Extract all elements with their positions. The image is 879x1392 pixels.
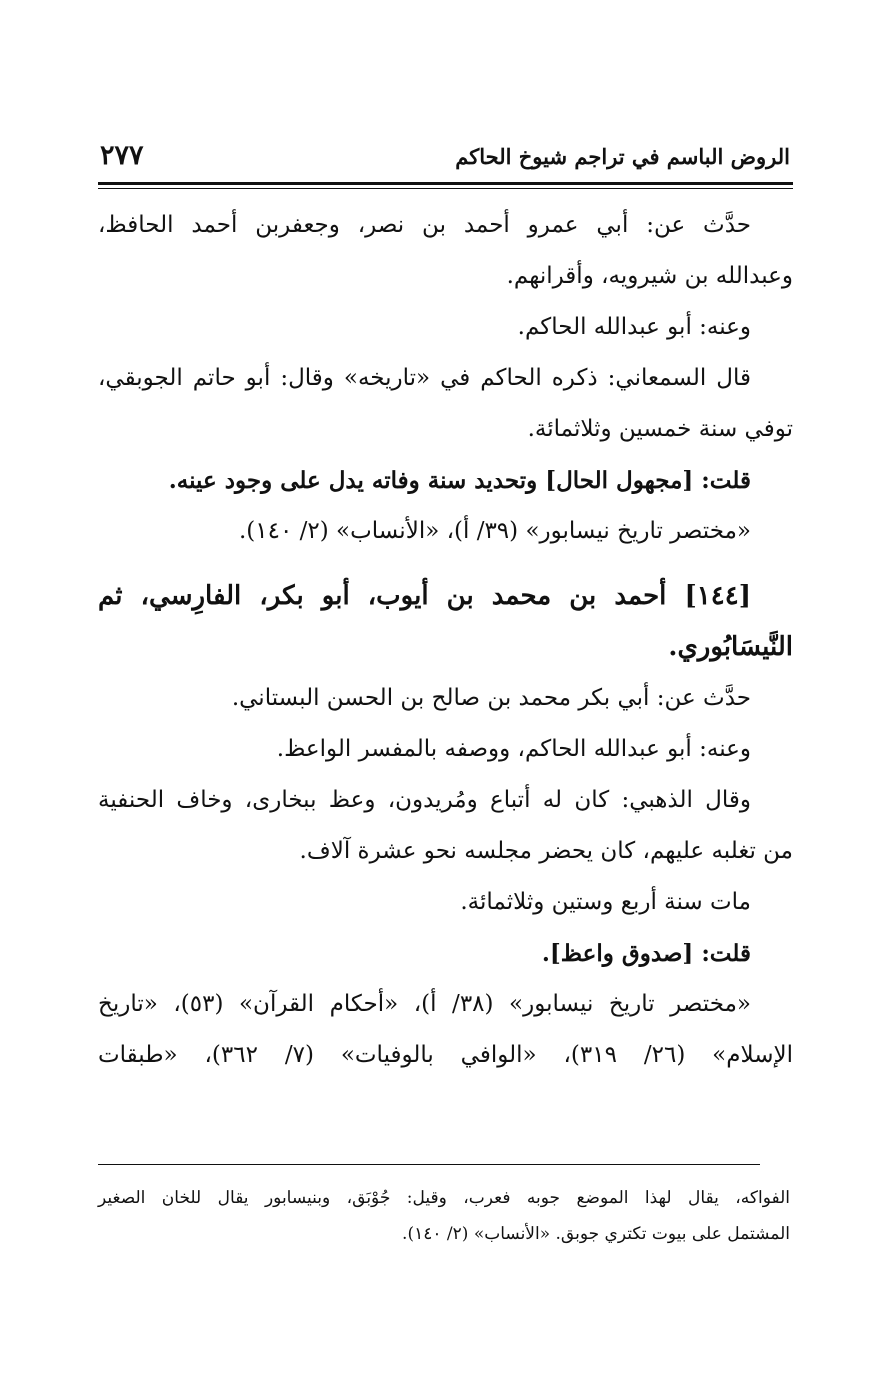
text-line: قلت: [صدوق واعظ].: [541, 940, 751, 967]
text-line: وقال الذهبي: كان له أتباع ومُريدون، وعظ ببخارى، وخاف الحنفية: [98, 787, 751, 813]
text-line: توفي سنة خمسين وثلاثمائة.: [527, 416, 793, 442]
footnote-line: المشتمل على بيوت تكتري جوبق. «الأنساب» (٢/ ١٤٠).: [402, 1224, 790, 1244]
section-gap: [98, 557, 793, 571]
text-line: قال السمعاني: ذكره الحاكم في «تاريخه» وقال: أبو حاتم الجوبقي،: [98, 365, 751, 391]
main-text: [98, 200, 793, 1081]
text-line: من تغلبه عليهم، كان يحضر مجلسه نحو عشرة آلاف.: [299, 838, 793, 864]
header-rule-thin: [98, 188, 793, 189]
text-line: حدَّث عن: أبي عمرو أحمد بن نصر، وجعفربن أحمد الحافظ،: [98, 212, 751, 238]
text-line: وعنه: أبو عبدالله الحاكم، ووصفه بالمفسر الواعظ.: [276, 736, 751, 762]
entry-heading: [١٤٤] أحمد بن محمد بن أيوب، أبو بكر، الفارِسي، ثم: [98, 581, 751, 611]
running-title: الروض الباسم في تراجم شيوخ الحاكم: [455, 144, 790, 169]
text-line: مات سنة أربع وستين وثلاثمائة.: [460, 889, 751, 915]
text-line: قلت: [مجهول الحال] وتحديد سنة وفاته يدل على وجود عينه.: [168, 467, 751, 494]
text-line: «مختصر تاريخ نيسابور» (٣٨/ أ)، «أحكام القرآن» (٥٣)، «تاريخ: [98, 991, 751, 1017]
running-header: [100, 140, 790, 180]
footnote-line: الفواكه، يقال لهذا الموضع جوبه فعرب، وقيل: جُوْبَق، وبنيسابور يقال للخان الصغير: [98, 1188, 790, 1208]
page-number: ٢٧٧: [100, 140, 144, 171]
footnotes: [98, 1180, 790, 1252]
text-line: وعبدالله بن شيرويه، وأقرانهم.: [506, 263, 793, 289]
footnote-separator: [98, 1164, 760, 1165]
text-line: «مختصر تاريخ نيسابور» (٣٩/ أ)، «الأنساب» (٢/ ١٤٠).: [238, 518, 751, 544]
text-line: الإسلام» (٢٦/ ٣١٩)، «الوافي بالوفيات» (٧/ ٣٦٢)، «طبقات: [98, 1042, 793, 1068]
entry-heading: النَّيسَابُوري.: [668, 632, 793, 662]
text-line: وعنه: أبو عبدالله الحاكم.: [517, 314, 751, 340]
text-line: حدَّث عن: أبي بكر محمد بن صالح بن الحسن البستاني.: [231, 685, 751, 711]
header-rule-thick: [98, 182, 793, 185]
